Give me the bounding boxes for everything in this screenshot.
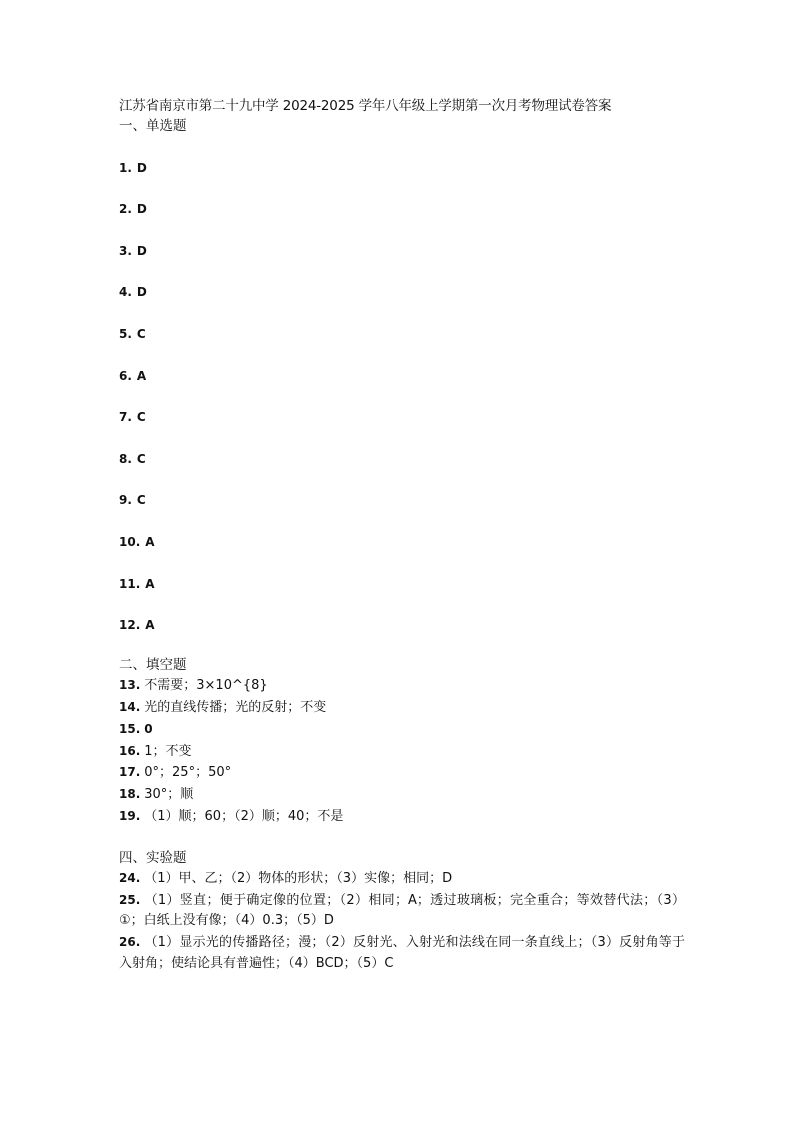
answer-value: D — [136, 243, 147, 258]
answer-value: （1）竖直；便于确定像的位置；（2）相同；A；透过玻璃板；完全重合；等效替代法；（3）①；白纸上没有像；（4）0.3；（5）D — [119, 892, 685, 929]
answer-value: A — [136, 368, 147, 383]
answer-item-1 — [119, 158, 689, 178]
answer-item-18 — [119, 784, 689, 806]
answer-item-15 — [119, 719, 689, 741]
answer-value: 0 — [144, 721, 153, 736]
answer-item-3 — [119, 241, 689, 261]
question-number: 15. — [119, 721, 141, 736]
question-number: 9. — [119, 493, 132, 508]
answer-item-17 — [119, 762, 689, 784]
answer-item-6 — [119, 366, 689, 386]
question-number: 6. — [119, 368, 132, 383]
question-number: 26. — [119, 935, 141, 950]
answer-value: D — [136, 202, 147, 217]
answer-item-19 — [119, 806, 689, 828]
question-number: 3. — [119, 243, 132, 258]
question-number: 12. — [119, 618, 141, 633]
answer-item-24 — [119, 868, 689, 890]
question-number: 18. — [119, 787, 141, 802]
answer-value: （1）甲、乙；（2）物体的形状；（3）实像；相同；D — [144, 870, 453, 886]
answer-item-9 — [119, 490, 689, 510]
answer-value: 1；不变 — [144, 743, 192, 759]
answer-value: C — [136, 493, 146, 508]
answer-item-25 — [119, 890, 685, 933]
question-number: 4. — [119, 285, 132, 300]
question-number: 25. — [119, 892, 141, 907]
answer-value: D — [136, 160, 147, 175]
answer-value: A — [145, 534, 155, 549]
question-number: 2. — [119, 202, 132, 217]
question-number: 17. — [119, 765, 141, 780]
question-number: 8. — [119, 451, 132, 466]
question-number: 19. — [119, 808, 141, 823]
answer-value: C — [136, 410, 146, 425]
answer-value: D — [136, 285, 147, 300]
document-content — [119, 96, 689, 975]
question-number: 11. — [119, 576, 141, 591]
answer-item-8 — [119, 449, 689, 469]
answer-value: C — [136, 451, 146, 466]
answer-item-16 — [119, 741, 689, 763]
answer-value: 不需要；3×10^{8} — [144, 678, 268, 694]
answer-value: 光的直线传播；光的反射；不变 — [144, 699, 327, 715]
answer-item-10 — [119, 532, 689, 552]
answer-item-12 — [119, 615, 689, 635]
answer-value: A — [145, 618, 155, 633]
question-number: 24. — [119, 870, 141, 885]
answer-value: （1）显示光的传播路径；漫；（2）反射光、入射光和法线在同一条直线上；（3）反射角等于入射角；使结论具有普遍性；（4）BCD；（5）C — [119, 935, 685, 971]
question-number: 14. — [119, 699, 141, 714]
answer-item-4 — [119, 282, 689, 302]
question-number: 1. — [119, 160, 132, 175]
section-heading-fill-in: 二、填空题 — [119, 657, 187, 674]
answer-item-14 — [119, 697, 689, 719]
answer-value: 30°；顺 — [144, 787, 194, 803]
answer-value: （1）顺；60；（2）顺；40；不是 — [144, 808, 344, 824]
document-title: 江苏省南京市第二十九中学 2024-2025 学年八年级上学期第一次月考物理试卷答案 — [119, 98, 612, 114]
answer-item-5 — [119, 324, 689, 344]
section-heading-experiment: 四、实验题 — [119, 849, 187, 866]
section-heading-single-choice: 一、单选题 — [119, 118, 187, 134]
question-number: 16. — [119, 743, 141, 758]
question-number: 10. — [119, 534, 141, 549]
answer-value: A — [145, 576, 155, 591]
question-number: 13. — [119, 678, 141, 693]
spacer — [119, 828, 689, 848]
answer-item-26 — [119, 932, 685, 975]
answer-item-2 — [119, 199, 689, 219]
answer-item-11 — [119, 574, 689, 594]
answer-item-13 — [119, 675, 689, 697]
question-number: 5. — [119, 326, 132, 341]
answer-value: 0°；25°；50° — [144, 765, 232, 781]
answer-value: C — [136, 326, 146, 341]
single-choice-answer-list — [119, 158, 689, 636]
question-number: 7. — [119, 410, 132, 425]
answer-item-7 — [119, 407, 689, 427]
spacer — [119, 635, 689, 655]
